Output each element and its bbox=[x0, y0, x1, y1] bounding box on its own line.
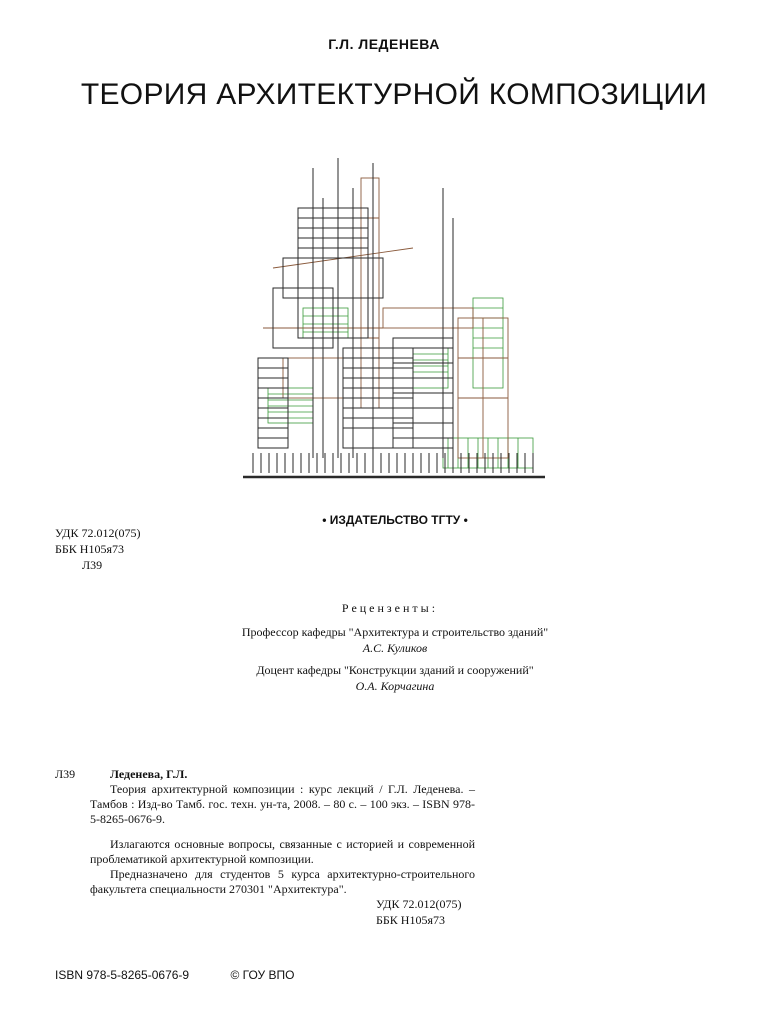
architectural-composition-icon bbox=[243, 158, 545, 480]
isbn: ISBN 978-5-8265-0676-9 bbox=[55, 968, 190, 982]
reviewer bbox=[0, 662, 768, 694]
bbk-code: ББК Н105я73 bbox=[55, 542, 124, 556]
biblio-code: Л39 bbox=[55, 767, 76, 781]
bibliographic-record bbox=[55, 767, 475, 897]
book-title: ТЕОРИЯ АРХИТЕКТУРНОЙ КОМПОЗИЦИИ bbox=[80, 78, 708, 111]
publisher-line: • ИЗДАТЕЛЬСТВО ТГТУ • bbox=[322, 513, 468, 527]
author-code: Л39 bbox=[82, 558, 103, 572]
reviewers-heading: Рецензенты: bbox=[341, 601, 439, 615]
classification-codes bbox=[55, 525, 140, 573]
biblio-author: Леденева, Г.Л. bbox=[110, 767, 188, 781]
biblio-entry: Теория архитектурной композиции : курс лекций / Г.Л. Леденева. – Тамбов : Изд-во Тамб. гос. техн. ун-та, 2008. – 80 с. – 100 экз. – ISBN 978-5-8265-0676-9. bbox=[90, 782, 475, 826]
biblio-audience: Предназначено для студентов 5 курса архитектурно-строительного факультета специальности 270301 "Архитектура". bbox=[90, 867, 475, 896]
reviewer-position: Доцент кафедры "Конструкции зданий и сооружений" bbox=[256, 663, 534, 677]
classification-codes-bottom bbox=[376, 896, 461, 928]
reviewer-position: Профессор кафедры "Архитектура и строительство зданий" bbox=[241, 625, 549, 639]
reviewer-name: О.А. Корчагина bbox=[355, 679, 435, 693]
bbk-code: ББК Н105я73 bbox=[376, 913, 445, 927]
reviewer-name: А.С. Куликов bbox=[362, 641, 428, 655]
footer bbox=[55, 968, 294, 982]
udk-code: УДК 72.012(075) bbox=[376, 897, 462, 911]
reviewer bbox=[0, 624, 768, 656]
biblio-abstract: Излагаются основные вопросы, связанные с историей и современной проблематикой архитектурной композиции. bbox=[90, 837, 475, 866]
author-name-header: Г.Л. ЛЕДЕНЕВА bbox=[328, 36, 440, 52]
udk-code: УДК 72.012(075) bbox=[55, 526, 141, 540]
copyright: © ГОУ ВПО bbox=[230, 968, 295, 982]
